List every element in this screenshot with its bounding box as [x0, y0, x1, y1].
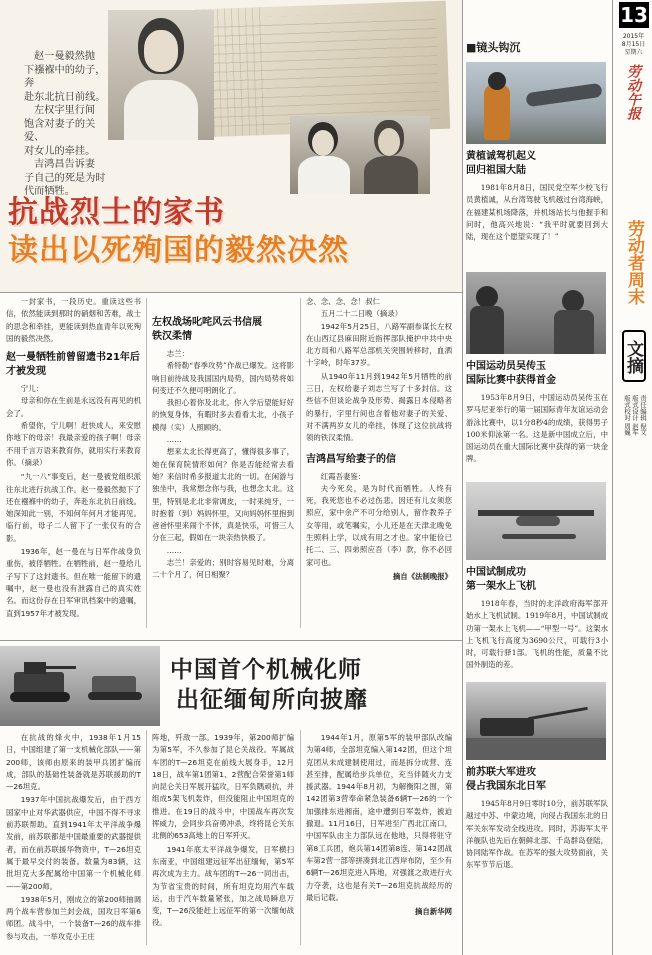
sidebar-item-subtitle: 回归祖国大陆	[466, 165, 526, 176]
article2-title-1: 中国首个机械化师	[170, 657, 362, 683]
article1-lead: 一封家书，一段历史。重读这些书信，依然能读到那时的硝烟和苦难，战士的思念和牵挂，更能读到热血青年以死殉国的毅然决然。	[6, 297, 141, 343]
ji-letter-line: 夫今死矣，是为时代而牺牲。人终有死，我死您也不必过伤悲。因还有儿女须您照应，家中余产不可分给别人，留作教养子女等用，或笔嘱实，小儿还是在天津北晚免生照料上学，以成有用之才也。家中能俭已托二、三、四弟照应吾（李）款，你不必回家可也。	[306, 483, 452, 567]
sidebar-item-title: 中国运动员吴传玉	[466, 361, 546, 372]
hero-intro-line: 饱含对妻子的关爱、	[24, 118, 96, 143]
hero-intro	[24, 50, 110, 199]
staff-design: 版式设计 赵军	[631, 395, 639, 436]
zhao-letter-line: 母亲和你在生前是永远没有再见的机会了。	[6, 396, 141, 418]
article1-col2	[152, 296, 294, 582]
zuo-letter-line: ……	[166, 545, 182, 555]
masthead-divider	[612, 0, 613, 955]
zhao-body-paragraph: “九一八”事变后，赵一曼被党组织派往东北进行抗战工作。赵一曼毅然抛下了还在襁褓中的幼子，奔赴东北抗日前线。她深知此一别，不知何年何月才能再见。临行前，母子二人留下了一张仅有的合影。	[6, 472, 141, 543]
sidebar-item	[466, 682, 608, 872]
zuo-letter-line: 念、念、念、念！叔仁	[306, 297, 380, 306]
hero-intro-line: 赵一曼毅然抛	[34, 51, 96, 62]
zhao-letter-line: 宁儿：	[20, 384, 43, 394]
col-divider	[146, 730, 147, 945]
col-divider	[300, 298, 301, 628]
article2-col3	[306, 732, 452, 917]
hero-intro-line: 下襁褓中的幼子，奔	[24, 64, 106, 89]
col-divider	[300, 730, 301, 945]
sidebar-item-title: 前苏联大军进攻	[466, 767, 536, 778]
sidebar-item-text: 1945年8月9日零时10分，前苏联军队越过中苏、中蒙边境，向侵占我国东北的日军关东军发动全线进攻。同时，苏海军太平洋舰队也先后在朝鲜北部、千岛群岛登陆，协同陆军作战。在苏军的强大攻势面前，关东军节节后退。	[466, 799, 608, 870]
sidebar-item-text: 1953年8月9日，中国运动员吴传玉在罗马尼亚举行的第一届国际青年友谊运动会游泳比赛中，以1分8秒4的成绩，获得男子100米仰泳第一名。这是新中国成立后，中国运动员在重大国际比赛中获得的第一块金牌。	[466, 393, 608, 464]
seaplane-photo	[466, 482, 606, 560]
issue-date: 2015年	[622, 33, 645, 40]
zuo-letter-line: 五月二十二日晚（摘录）	[320, 309, 403, 319]
article2-col1	[6, 732, 141, 944]
staff-editor: 责任编辑 倪文	[639, 395, 647, 436]
sidebar-section-label: ■镜头钩沉	[466, 41, 521, 54]
hero-intro-line: 赴东北抗日前线。	[24, 91, 106, 103]
article2-title-2: 出征缅甸所向披靡	[176, 687, 368, 713]
sidebar-item-text: 1981年8月8日，国民党空军少校飞行员黄植诚，从台湾驾驶飞机越过台湾海峡，在福建某机场降落，并机场站长与他握手和问时，他高兴地说：“我平时就要回到大陆，现在这个愿望实现了！”	[466, 183, 608, 242]
article2-paragraph: 1937年中国抗战爆发后，由于西方国家中止对华武器供应，中国不得不寻求前苏联帮助。直到1941年太平洋战争爆发前，前苏联都是中国最重要的武器提供者，而在前苏联援华物资中，T—26坦克属于最早交付的装备。数量为83辆，这批坦克大多配属给中国第一个机械化师——第200师。	[6, 795, 141, 891]
hero-intro-line: 对女儿的牵挂。	[24, 145, 96, 157]
portrait-zhao-yiman	[108, 10, 214, 140]
zuo-letter-line: 我担心着你及北北，你入学后望能好好的恢复身体，有暇时多去看看太北，小孩子模得（实）人照顾的。	[152, 398, 294, 432]
sidebar-divider	[462, 0, 463, 955]
masthead	[615, 0, 652, 955]
zuo-title: 左权战场叱咤风云书信展铁汉柔情	[152, 317, 262, 342]
swimmer-photo	[466, 272, 606, 354]
zuo-letter-line: 志兰：	[166, 349, 189, 358]
sidebar	[466, 40, 608, 872]
section-badge: 文摘	[622, 330, 646, 382]
article2-paragraph: 阵地，歼敌一部。1939年，第200师扩编为第5军，不久参加了昆仑关战役。军属战车团的T—26坦克在前线大展身手，12月18日，战车第1团第1、2营配合荣誉第1师向昆仑关日军展开猛攻，日军负隅顽抗，并组成5架飞机轰炸，但没能阻止中国坦克的推进。在19日的战斗中，中国战车再次发挥威力，会同步兵奋勇冲杀，终将昆仑关东北侧的653高地上的日军歼灭。	[152, 733, 294, 841]
paper-name-logo: 劳动午报	[625, 64, 641, 120]
staff-proof: 版式校对 周巍	[623, 395, 631, 436]
ji-credit: 摘自《法制晚报》	[392, 571, 452, 581]
hero-intro-line: 代而牺牲。	[24, 186, 75, 197]
tank-photo	[0, 646, 160, 726]
zuo-body-paragraph: 1942年5月25日，八路军副参谋长左权在山西辽县麻田附近指挥部队掩护中共中央北方局和八路军总部机关突围转移时，血洒十字岭，时年37岁。	[306, 321, 452, 368]
issue-date-day: 8月15日	[621, 41, 646, 48]
article2-top-rule	[0, 640, 462, 641]
hero-intro-line: 子自己的死是为时	[24, 172, 106, 184]
hero-headline-2: 读出以死殉国的毅然决然	[8, 233, 349, 268]
zhao-body-paragraph: 1936年，赵一曼在与日军作战身负重伤，被俘牺牲。在牺牲前，赵一曼给儿子写下了这封遗书。但在唯一能留下的遗嘱中，赵一曼也没有泄露自己的真实姓名。而这份存在日军审讯档案中的遗嘱，直到1957年才被发现。	[6, 547, 141, 618]
hero-intro-line: 左权字里行间	[34, 105, 96, 116]
sidebar-item-title: 黄植诚驾机起义	[466, 151, 536, 162]
sidebar-item	[466, 272, 608, 482]
sidebar-item	[466, 482, 608, 682]
ji-title: 吉鸿昌写给妻子的信	[306, 453, 396, 465]
article2-paragraph: 1944年1月，原第5军的装甲部队改编为第4师，全部坦克编入第142团，但这个坦克团从未成建制使用过，而是拆分成营、连甚至排，配属给步兵单位，充当伴随火力支援武器。1944年8月初，为解衡阳之围，第142团第3营奉命紧急装备6辆T—26的一个加强排东进湘南，途中遭到日军轰炸，被迫撤退。11月16日，日军进至广西北江南口，中国军队由主力部队远在他地，只得将驻守第8工兵团，炮兵第14团第8连、第142团战车第2营一部等拼凑到北江西岸布防，至少有6辆T—26坦克进入阵地，对强渡之敌进行火力夺袭，这也是有关T—26坦克抗战经历的最后记载。	[306, 733, 452, 902]
sidebar-item-text: 1918年春，当时的北洋政府海军部开始水上飞机试制。1919年8月，中国试制成功第一架水上飞机——“甲型一号”。这架水上飞机飞行高度为3690公尺，可载行3小时，可载行驿1部。飞机的性能，质量不比国外制造的差。	[466, 599, 608, 670]
zhao-title: 赵一曼牺牲前曾留遗书21年后才被发现	[6, 352, 140, 378]
sidebar-item-subtitle: 第一架水上飞机	[466, 581, 536, 592]
article2-paragraph: 在抗战的烽火中，1938年1月15日，中国组建了第一支机械化部队——第200师，该师由原来的装甲兵团扩编而成，部队的基础性装备就是苏联援助的T—26坦克。	[6, 733, 141, 792]
article2-col2	[152, 732, 294, 931]
portrait-zuo-quan-couple	[290, 116, 430, 194]
jet-pilot-photo	[466, 62, 606, 144]
article1-col1	[6, 296, 141, 621]
issue-weekday: 星期六	[624, 49, 643, 56]
page-number: 13	[620, 3, 648, 27]
sidebar-item-subtitle: 侵占我国东北日军	[466, 781, 546, 792]
zuo-letter-line: ……	[166, 435, 182, 445]
article2-paragraph: 1938年5月，刚成立的第200师抽调两个战车营参加兰封会战，国攻日军第6师团。战斗中，一个装备T—26的战车排参与攻击，一举攻克小王庄	[6, 894, 141, 941]
zuo-body-paragraph: 从1940年11月到1942年5月牺牲的前三日，左权给妻子刘志兰写了十多封信。这些信不但谈论战争及形势、揭露日本侵略者的暴行，字里行间也含着他对妻子的关爱、对不满两岁女儿的牵挂，体现了这位抗战将领的铁汉柔情。	[306, 371, 452, 443]
sidebar-item-subtitle: 国际比赛中获得首金	[466, 375, 556, 386]
article2-paragraph: 1941年底太平洋战争爆发，日军横扫东南亚，中国组建远征军出征缅甸，第5军再次成为主力。战车团的T—26一同出击，为节省宝贵的时间，所有坦克均用汽车载运，由于汽车数量紧张，加之战局瞬息万变，T—26没能赶上远征军的第一次缅甸战役。	[152, 844, 294, 928]
sidebar-item	[466, 62, 608, 272]
zhao-letter-line: 希望你，宁儿啊！赶快成人，来安慰你地下的母亲！我最亲爱的孩子啊！母亲不用千言万语来教育你，就用实行来教育你。（摘录）	[6, 421, 141, 467]
article1-col3	[306, 296, 452, 582]
zuo-letter-line: 志兰！亲爱的；别时容易见时难，分离二十个月了，何日相聚？	[152, 558, 294, 580]
article2-credit: 摘自新华网	[415, 907, 452, 917]
soviet-army-photo	[466, 682, 606, 760]
zuo-letter-line: 希特勒“春季攻势”作战已爆发。这将影响目前待战及我国国内局势，国内局势将如何变迁不久便可明朗化了。	[152, 361, 294, 395]
hero-headline-1: 抗战烈士的家书	[8, 195, 225, 230]
zuo-letter-line: 想来太北长得更高了，懂得很多事了，她在保育院情形如何？你是否能经常去看她？来信时希多报道太北的一切。在闲游与独坐中，我常想念你与我，也想念太北。这里，特别是北北非常调皮，一时来纯牙，一时抱着（到）妈妈怀里，又向妈妈怀里抱到爸爸怀里来闹个不休，真是快乐，可惜三人分在三起，假如在一块亲热快极了。	[152, 447, 294, 543]
section-name: 劳动者周末	[624, 220, 644, 305]
hero-intro-line: 吉鸿昌告诉妻	[34, 159, 96, 170]
col-divider	[146, 298, 147, 628]
article1-top-rule	[0, 292, 462, 293]
ji-letter-line: 红霞吾妻鉴：	[320, 471, 366, 481]
sidebar-item-title: 中国试制成功	[466, 567, 526, 578]
